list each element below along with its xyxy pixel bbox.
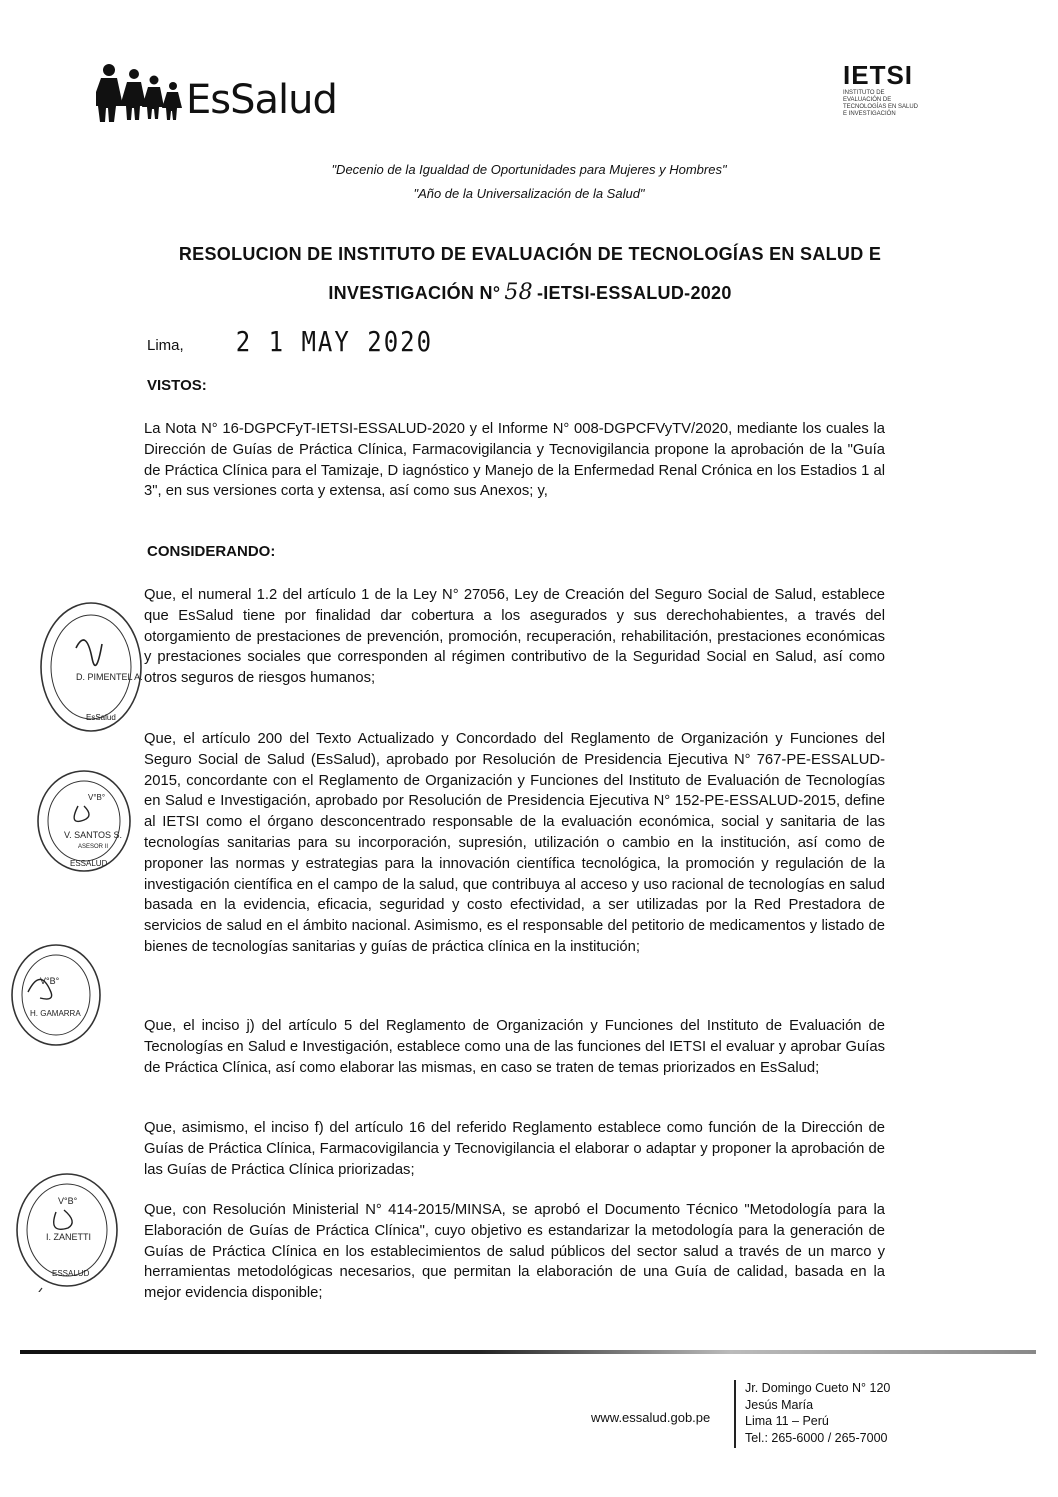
resolution-number: 58 xyxy=(504,280,533,305)
essalud-logo xyxy=(96,62,337,124)
footer-address xyxy=(745,1380,890,1446)
footer-address-line-3: Lima 11 – Perú xyxy=(745,1414,829,1428)
considerando-paragraph-2: Que, el artículo 200 del Texto Actualizado y Concordado del Reglamento de Organización y Funciones del Seguro Social de Salud (EsSalud), aprobado por Resolución de Presidencia Ejecutiva N° 767-PE-ESSALUD-2015, concordante con el Reglamento de Organización y Funciones del Instituto de Evaluación de Tecnologías en Salud e Investigación, aprobado por Resolución de Presidencia Ejecutiva N° 152-PE-ESSALUD-2015, define al IETSI como el órgano desconcentrado responsable de la evaluación económica, social y sanitaria de las tecnologías sanitarias para su incorporación, supresión, utilización o cambio en la institución, así como de proponer las normas y estrategias para la innovación científica tecnológica, la promoción y regulación de la investigación científica en el campo de la salud, que contribuya al acceso y uso racional de tecnologías en salud basada en la evidencia, eficacia, seguridad y costo efectividad, a ser utilizadas por la Red Prestadora de servicios de salud en el ámbito nacional. Asimismo, es el responsable del petitorio de medicamentos y listado de bienes de tecnologías sanitarias y guías de práctica clínica en la institución; xyxy=(144,731,885,955)
stamp-2-name: V. SANTOS S. xyxy=(64,830,123,840)
vistos-heading: VISTOS: xyxy=(147,377,207,394)
decenio-line-2: "Año de la Universalización de la Salud" xyxy=(413,186,645,201)
footer-address-line-1: Jr. Domingo Cueto N° 120 xyxy=(745,1381,891,1395)
logo-wordmark: EsSalud xyxy=(186,77,337,123)
stamp-1-org: EsSalud xyxy=(86,713,116,722)
approval-stamp-4 xyxy=(12,1168,122,1292)
considerando-paragraph-5: Que, con Resolución Ministerial N° 414-2015/MINSA, se aprobó el Documento Técnico "Metodología para la Elaboración de Guías de Práctica Clínica", cuyo objetivo es estandarizar la metodología para la generación de Guías de Práctica Clínica en los establecimientos de salud públicos del sector salud a través de un marco y herramientas metodológicas necesarios, que permitan la elaboración de una Guía de calidad, basada en la mejor evidencia disponible; xyxy=(144,1202,885,1302)
date-stamp: 2 1 MAY 2020 xyxy=(235,325,434,359)
stamp-4-mark: V°B° xyxy=(58,1196,78,1206)
stamp-3-mark: V°B° xyxy=(40,976,60,986)
ietsi-title: IETSI xyxy=(843,60,914,90)
stamp-2-org: ESSALUD xyxy=(70,859,108,868)
decenio-line-1: "Decenio de la Igualdad de Oportunidades para Mujeres y Hombres" xyxy=(331,162,727,177)
considerando-paragraph-1: Que, el numeral 1.2 del artículo 1 de la Ley N° 27056, Ley de Creación del Seguro Social de Salud, establece que EsSalud tiene por finalidad dar cobertura a los asegurados y sus derechohabientes, a través del otorgamiento de prestaciones de prevención, promoción, recuperación, rehabilitación, prestaciones económicas y prestaciones sociales que corresponden al régimen contributivo de la Seguridad Social en Salud, así como otros seguros de riesgos humanos; xyxy=(144,587,885,687)
footer-address-line-2: Jesús María xyxy=(745,1397,814,1412)
considerando-paragraph-3: Que, el inciso j) del artículo 5 del Reglamento de Organización y Funciones del Instituto de Evaluación de Tecnologías en Salud e Investigación, establece como una de las funciones del IETSI el evaluar y aprobar Guías de Práctica Clínica, así como elaborar las mismas, en caso se traten de temas priorizados en EsSalud; xyxy=(144,1018,885,1076)
footer-divider xyxy=(734,1380,736,1448)
approval-stamp-2 xyxy=(34,766,134,876)
stamp-4-org: ESSALUD xyxy=(52,1269,90,1278)
stamp-2-mark: V°B° xyxy=(88,793,106,802)
resolution-title-suffix: -IETSI-ESSALUD-2020 xyxy=(536,283,732,303)
date-line xyxy=(147,325,434,359)
ietsi-subtitle: INSTITUTO DE EVALUACIÓN DE TECNOLOGÍAS EN SALUD E INVESTIGACIÓN xyxy=(843,90,919,117)
stamp-3-name: H. GAMARRA xyxy=(30,1009,81,1018)
stamp-2-role: ASESOR II xyxy=(78,844,109,850)
footer-phone: Tel.: 265-6000 / 265-7000 xyxy=(745,1430,888,1445)
considerando-paragraph-4: Que, asimismo, el inciso f) del artículo 16 del referido Reglamento establece como función de la Dirección de Guías de Práctica Clínica, Farmacovigilancia y Tecnovigilancia el elaborar o adaptar y proponer la aprobación de las Guías de Práctica Clínica priorizadas; xyxy=(144,1120,885,1178)
considerando-heading: CONSIDERANDO: xyxy=(147,543,276,560)
approval-stamp-1 xyxy=(36,598,146,736)
ietsi-logo xyxy=(843,62,933,118)
resolution-title-line-1: RESOLUCION DE INSTITUTO DE EVALUACIÓN DE TECNOLOGÍAS EN SALUD E xyxy=(178,244,882,264)
footer-website[interactable]: www.essalud.gob.pe xyxy=(591,1410,711,1425)
vistos-paragraph: La Nota N° 16-DGPCFyT-IETSI-ESSALUD-2020 y el Informe N° 008-DGPCFVyTV/2020, mediante los cuales la Dirección de Guías de Práctica Clínica, Farmacovigilancia y Tecnovigilancia propone la aprobación de la "Guía de Práctica Clínica para el Tamizaje, D iagnóstico y Manejo de la Enfermedad Renal Crónica en los Estadios 1 al 3", en sus versiones corta y extensa, así como sus Anexos; y, xyxy=(144,421,885,500)
resolution-title-prefix: INVESTIGACIÓN N° xyxy=(328,283,501,303)
family-figures-icon xyxy=(96,62,184,124)
stamp-1-name: D. PIMENTEL A. xyxy=(76,672,143,682)
stamp-4-name: I. ZANETTI xyxy=(46,1232,91,1242)
date-label: Lima, xyxy=(147,337,184,354)
approval-stamp-3 xyxy=(8,940,104,1050)
resolution-title-line-2 xyxy=(120,280,940,305)
footer-rule xyxy=(20,1350,1036,1354)
